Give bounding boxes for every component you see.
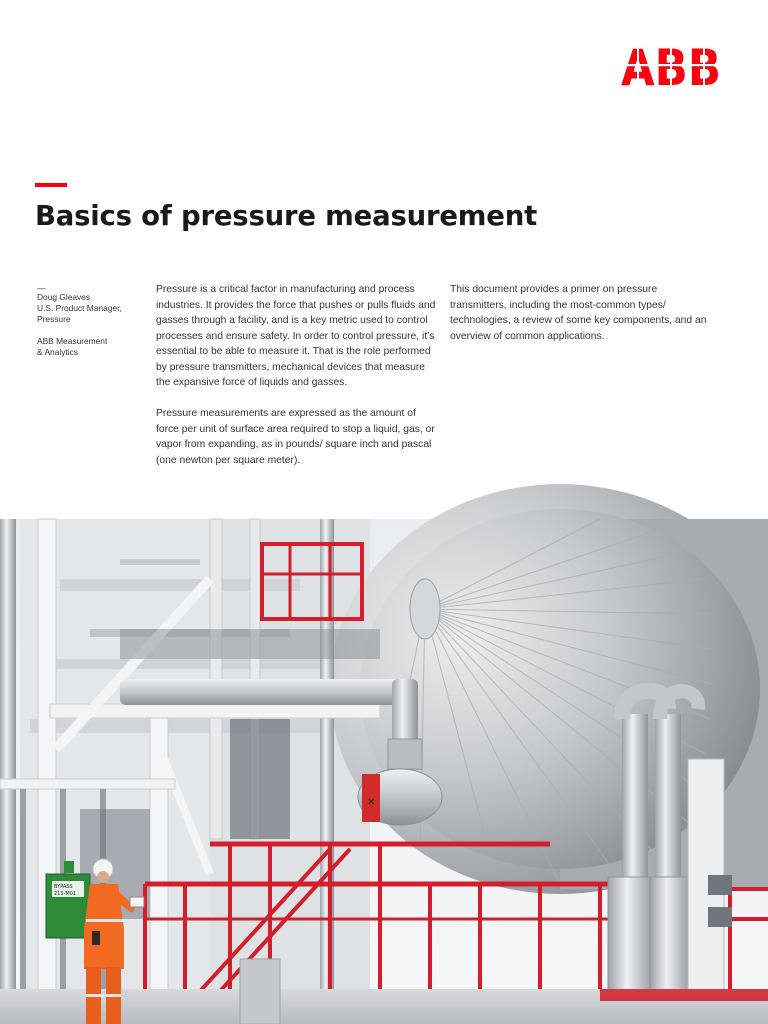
author-dept: Pressure <box>37 314 71 324</box>
page-title: Basics of pressure measurement <box>35 200 538 232</box>
author-org-line2: & Analytics <box>37 347 78 357</box>
author-name: Doug Gleaves <box>37 292 91 302</box>
title-accent-bar <box>35 183 67 187</box>
intro-paragraph-1: Pressure is a critical factor in manufacturing and process industries. It provides the force that pushes or pulls fluids and gasses through a facility, and is a key metric used to control processes and ensure safety. In order to control pressure, it’s essential to be able to measure it. That is the role performed by pressure transmitters, mechanical devices that measure the expansive force of liquids and gasses. <box>156 284 436 388</box>
author-dash: — <box>37 283 46 293</box>
intro-paragraph-3: This document provides a primer on pressure transmitters, including the most-common types/ technologies, a review of some key components, and an overview of common applications. <box>450 284 707 342</box>
abb-logo <box>621 43 723 87</box>
intro-column-left <box>156 282 438 484</box>
author-org-line1: ABB Measurement <box>37 336 108 346</box>
bypass-sign-line2: 215-M01 <box>54 891 77 897</box>
author-block <box>37 284 147 358</box>
author-role: U.S. Product Manager, <box>37 303 122 313</box>
svg-text:✕: ✕ <box>367 797 376 808</box>
intro-column-right <box>450 282 710 360</box>
bypass-sign-line1: BYPASS <box>54 884 73 890</box>
plant-photo <box>0 519 768 1024</box>
intro-paragraph-2: Pressure measurements are expressed as the amount of force per unit of surface area required to stop a liquid, gas, or vapor from expanding, as in pounds/ square inch and pascal (one newton per square meter). <box>156 408 435 466</box>
